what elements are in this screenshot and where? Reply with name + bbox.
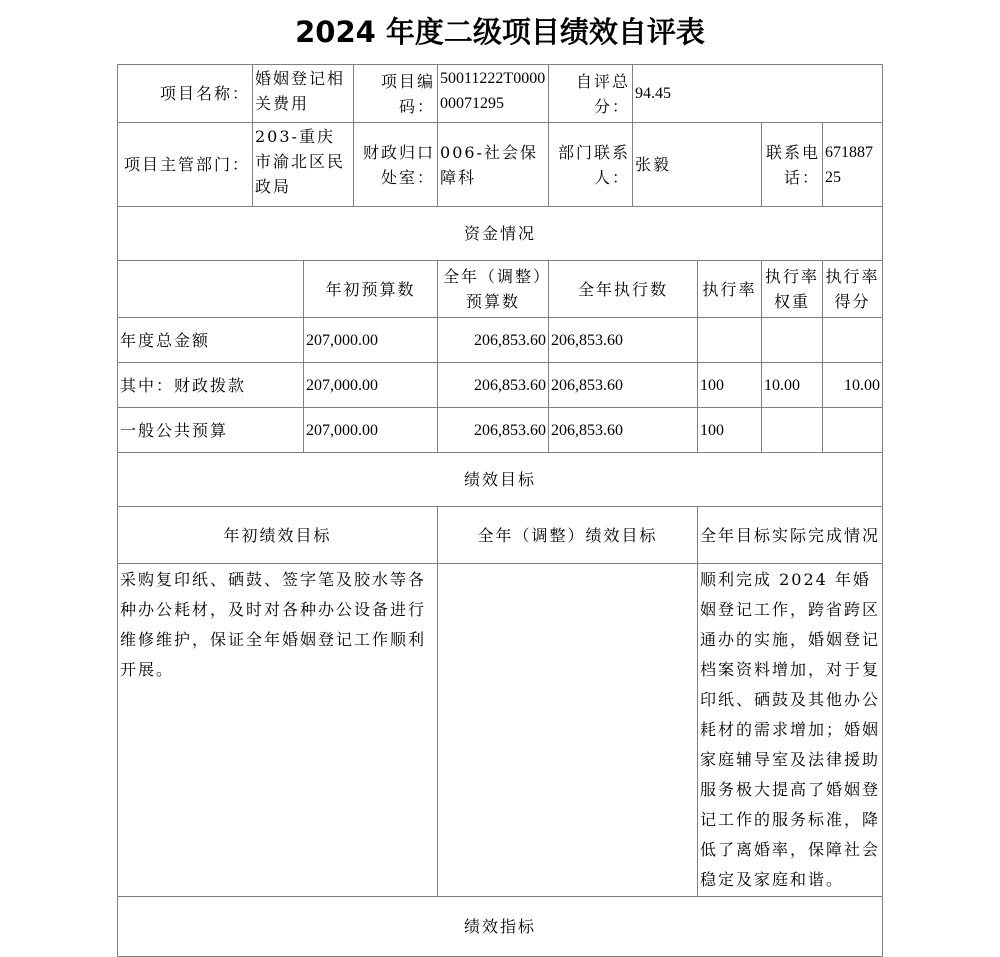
project-code-label: 项目编码： [354,65,438,123]
table-row [118,408,883,453]
adjusted: 206,853.60 [438,318,549,363]
dept-label: 项目主管部门： [118,123,253,207]
table-row [118,318,883,363]
office: 006-社会保障科 [438,123,549,207]
rate [698,318,762,363]
contact: 张毅 [633,123,762,207]
indicators-section-title: 绩效指标 [118,897,883,957]
score [823,408,883,453]
adjusted: 206,853.60 [438,408,549,453]
row-label: 一般公共预算 [118,408,304,453]
score [823,318,883,363]
budget: 207,000.00 [304,408,438,453]
budget: 207,000.00 [304,318,438,363]
score: 10.00 [823,363,883,408]
goals-header-adjusted: 全年（调整）绩效目标 [438,507,698,564]
funds-header: 执行率权重 [762,261,823,318]
project-name: 婚姻登记相关费用 [253,65,354,123]
project-code: 50011222T000000071295 [438,65,549,123]
page-title: 2024 年度二级项目绩效自评表 [295,15,705,49]
executed: 206,853.60 [549,363,698,408]
goals-header-initial: 年初绩效目标 [118,507,438,564]
funds-header-blank [118,261,304,318]
funds-header: 执行率 [698,261,762,318]
weight [762,408,823,453]
adjusted: 206,853.60 [438,363,549,408]
contact-label: 部门联系人： [549,123,633,207]
dept: 203-重庆市渝北区民政局 [253,123,354,207]
row-label: 年度总金额 [118,318,304,363]
row-label: 其中：财政拨款 [118,363,304,408]
phone: 67188725 [823,123,883,207]
funds-header: 执行率得分 [823,261,883,318]
phone-label: 联系电话： [762,123,823,207]
score-label: 自评总分： [549,65,633,123]
project-name-label: 项目名称： [118,65,253,123]
weight: 10.00 [762,363,823,408]
funds-header: 年初预算数 [304,261,438,318]
goals-section-title: 绩效目标 [118,453,883,507]
weight [762,318,823,363]
executed: 206,853.60 [549,408,698,453]
rate: 100 [698,408,762,453]
total-score: 94.45 [633,65,883,123]
initial-goal: 采购复印纸、硒鼓、签字笔及胶水等各种办公耗材，及时对各种办公设备进行维修维护，保证全年婚姻登记工作顺利开展。 [118,564,438,897]
goals-header-actual: 全年目标实际完成情况 [698,507,883,564]
funds-header: 全年执行数 [549,261,698,318]
actual-completion: 顺利完成 2024 年婚姻登记工作，跨省跨区通办的实施，婚姻登记档案资料增加，对于复印纸、硒鼓及其他办公耗材的需求增加；婚姻家庭辅导室及法律援助服务极大提高了婚姻登记工作的服务标准，降低了离婚率，保障社会稳定及家庭和谐。 [698,564,883,897]
rate: 100 [698,363,762,408]
funds-section-title: 资金情况 [118,207,883,261]
self-evaluation-table [117,64,883,957]
budget: 207,000.00 [304,363,438,408]
table-row [118,363,883,408]
funds-header: 全年（调整）预算数 [438,261,549,318]
adjusted-goal [438,564,698,897]
executed: 206,853.60 [549,318,698,363]
office-label: 财政归口处室： [354,123,438,207]
